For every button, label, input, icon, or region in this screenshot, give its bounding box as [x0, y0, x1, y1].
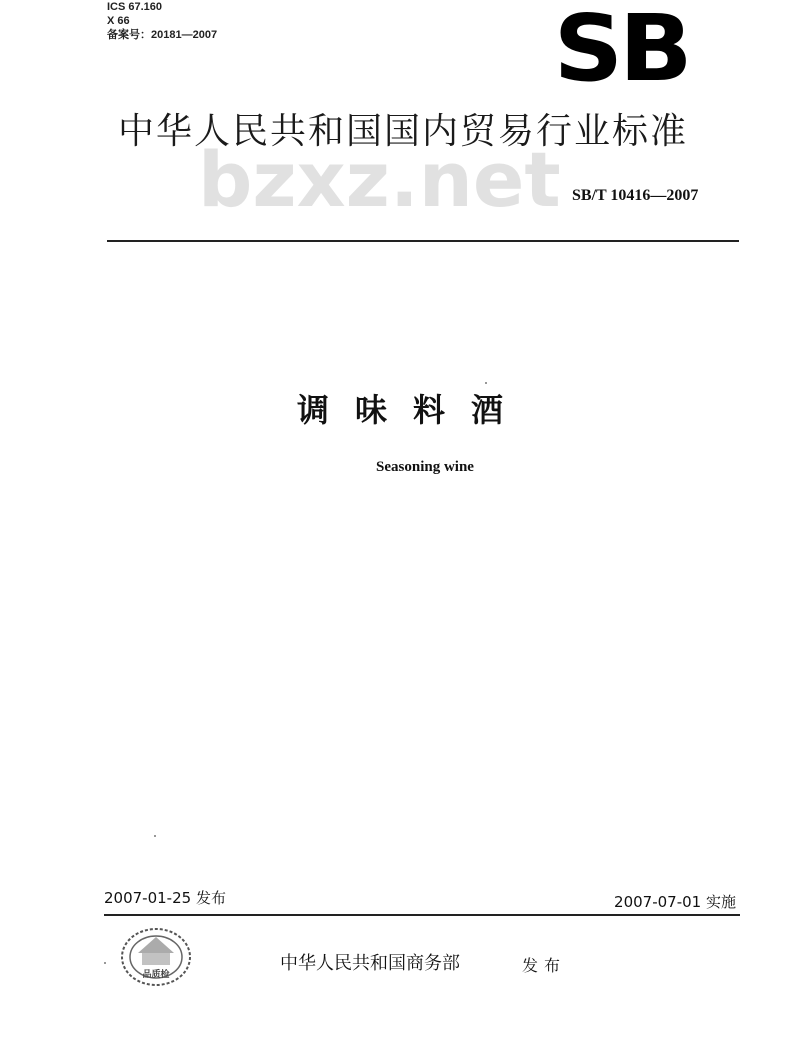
- header-divider: [107, 240, 739, 242]
- scan-speck: [485, 382, 487, 384]
- document-title-english: Seasoning wine: [376, 459, 474, 475]
- document-title-chinese: 调味料酒: [296, 391, 529, 429]
- filing-number: 备案号：20181—2007: [107, 29, 218, 41]
- issue-label: 发布: [522, 956, 567, 975]
- ministry-seal-icon: [118, 925, 198, 989]
- meta-block: [107, 0, 217, 42]
- watermark: bzxz.net: [198, 135, 561, 224]
- sb-logo: SB: [553, 0, 689, 102]
- classification-code: X 66: [107, 15, 130, 27]
- seal-text: 品质检: [142, 970, 170, 980]
- implementation-date: 2007-07-01 实施: [614, 893, 736, 911]
- issuing-authority-title: 中华人民共和国国内贸易行业标准: [118, 111, 689, 152]
- footer-divider: [104, 914, 740, 916]
- ics-code: ICS 67.160: [107, 1, 163, 13]
- issuer-name: 中华人民共和国商务部: [280, 953, 460, 974]
- scan-speck: [154, 835, 156, 837]
- issue-date: 2007-01-25 发布: [104, 889, 226, 907]
- standard-number: SB/T 10416—2007: [572, 187, 699, 204]
- scan-speck: [104, 962, 106, 964]
